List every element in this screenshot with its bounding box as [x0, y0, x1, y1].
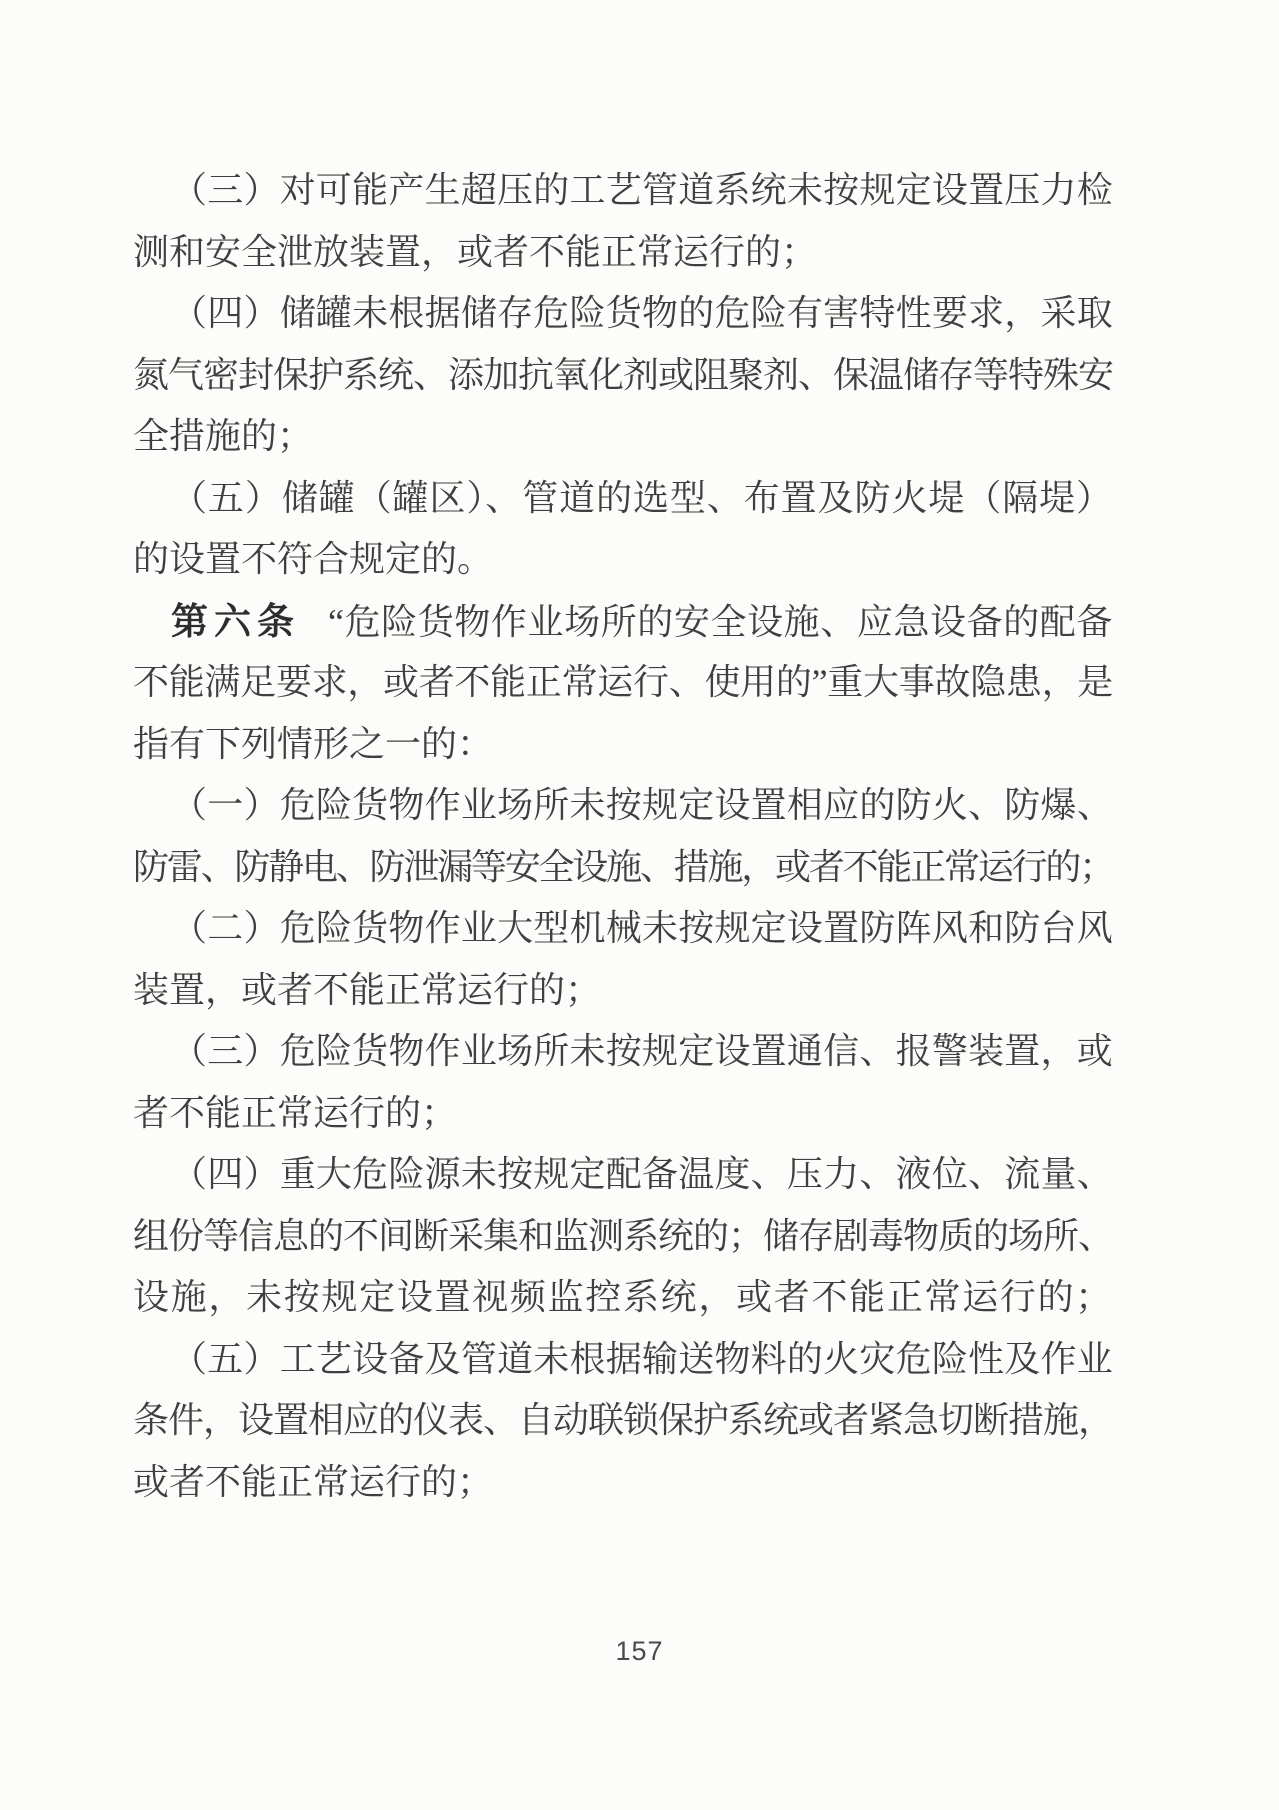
text-line	[133, 775, 1113, 837]
article-number: 第六条	[171, 600, 300, 642]
text-line-content: （三）危险货物作业场所未按规定设置通信、报警装置，或	[171, 1031, 1113, 1071]
text-line	[133, 898, 1113, 960]
paragraph	[133, 468, 1113, 591]
paragraph	[133, 898, 1113, 1021]
text-line	[133, 1021, 1113, 1083]
text-line-content: （三）对可能产生超压的工艺管道系统未按规定设置压力检	[171, 170, 1113, 210]
text-line-content: 不能满足要求，或者不能正常运行、使用的”重大事故隐患，是	[133, 662, 1113, 702]
text-line	[133, 1206, 1113, 1268]
text-line	[133, 714, 1113, 776]
paragraph	[133, 591, 1113, 776]
text-line-content: 防雷、防静电、防泄漏等安全设施、措施，或者不能正常运行的；	[133, 846, 1113, 887]
text-line-content: （五）储罐（罐区）、管道的选型、布置及防火堤（隔堤）	[171, 477, 1113, 518]
text-line	[133, 1083, 1113, 1145]
paragraph	[133, 1021, 1113, 1144]
text-line	[133, 960, 1113, 1022]
text-line	[133, 1390, 1113, 1452]
page-number: 157	[615, 1636, 664, 1666]
text-line	[133, 1452, 1113, 1514]
text-line	[133, 406, 1113, 468]
text-content	[133, 160, 1113, 1513]
text-line	[133, 1329, 1113, 1391]
paragraph	[133, 775, 1113, 898]
text-line	[133, 529, 1113, 591]
paragraph	[133, 160, 1113, 283]
text-line	[133, 1144, 1113, 1206]
text-line-content: 指有下列情形之一的：	[133, 723, 494, 764]
text-line-content: 测和安全泄放装置，或者不能正常运行的；	[133, 231, 818, 272]
text-line	[133, 1267, 1113, 1329]
text-line	[133, 468, 1113, 530]
text-line-content: 装置，或者不能正常运行的；	[133, 969, 602, 1010]
text-line-content: （四）储罐未根据储存危险货物的危险有害特性要求，采取	[171, 293, 1113, 333]
text-line	[133, 591, 1113, 653]
text-line	[133, 160, 1113, 222]
text-line	[133, 222, 1113, 284]
text-line	[133, 283, 1113, 345]
text-line-content: 全措施的；	[133, 416, 314, 456]
text-line-content: 或者不能正常运行的；	[133, 1461, 494, 1502]
text-line-content: 者不能正常运行的；	[133, 1092, 458, 1133]
paragraph	[133, 283, 1113, 468]
text-line-content: 组份等信息的不间断采集和监测系统的；储存剧毒物质的场所、	[133, 1215, 1113, 1256]
text-line-content: 的设置不符合规定的。	[133, 539, 494, 579]
paragraph	[133, 1329, 1113, 1514]
text-line	[133, 652, 1113, 714]
text-line-content: （五）工艺设备及管道未根据输送物料的火灾危险性及作业	[171, 1338, 1113, 1379]
text-line	[133, 837, 1113, 899]
text-line-content: （四）重大危险源未按规定配备温度、压力、液位、流量、	[171, 1154, 1113, 1194]
text-line-content: 第六条 “危险货物作业场所的安全设施、应急设备的配备	[171, 600, 1113, 642]
text-line-content: （一）危险货物作业场所未按规定设置相应的防火、防爆、	[171, 785, 1113, 825]
text-line-content: 设施，未按规定设置视频监控系统，或者不能正常运行的；	[133, 1277, 1113, 1317]
paragraph	[133, 1144, 1113, 1329]
text-line-content: 条件，设置相应的仪表、自动联锁保护系统或者紧急切断措施，	[133, 1400, 1113, 1440]
text-line-content: （二）危险货物作业大型机械未按规定设置防阵风和防台风	[171, 908, 1113, 948]
text-line-content: 氮气密封保护系统、添加抗氧化剂或阻聚剂、保温储存等特殊安	[133, 354, 1113, 395]
text-line	[133, 345, 1113, 407]
